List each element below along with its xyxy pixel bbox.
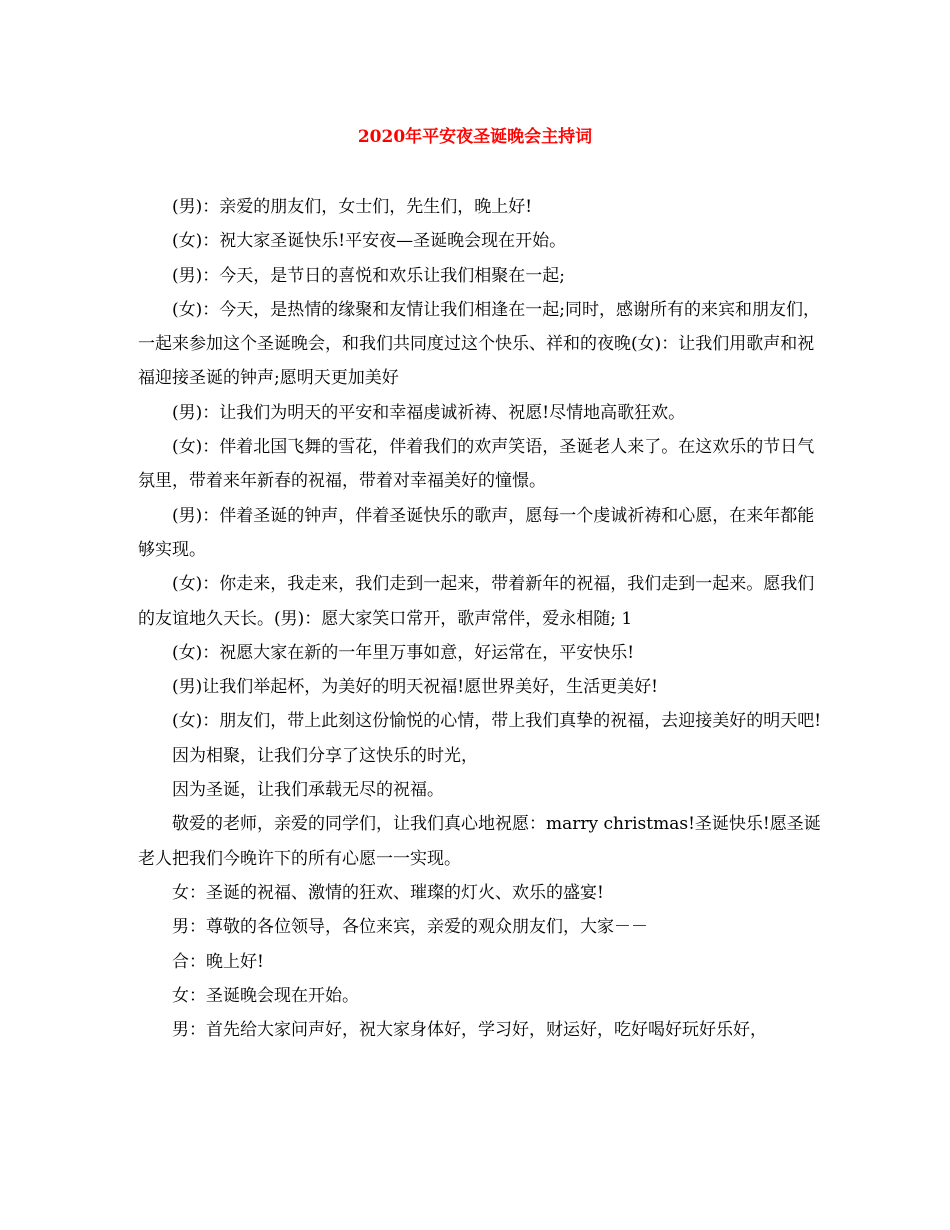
- document-body: [138, 190, 828, 1047]
- paragraph: 因为相聚，让我们分享了这快乐的时光，: [172, 745, 478, 766]
- paragraph: (女)：今天，是热情的缘聚和友情让我们相逢在一起;同时，感谢所有的来宾和朋友们，一起来参加这个圣诞晚会，和我们共同度过这个快乐、祥和的夜晚(女)：让我们用歌声和祝福迎接圣诞的钟声;愿明天更加美好: [138, 299, 820, 389]
- paragraph: 男：首先给大家问声好，祝大家身体好，学习好，财运好，吃好喝好玩好乐好，: [172, 1020, 767, 1041]
- paragraph: (女)：伴着北国飞舞的雪花，伴着我们的欢声笑语，圣诞老人来了。在这欢乐的节日气氛里，带着来年新春的祝福，带着对幸福美好的憧憬。: [138, 437, 815, 492]
- paragraph: 敬爱的老师，亲爱的同学们，让我们真心地祝愿：marry christmas!圣诞快乐!愿圣诞老人把我们今晚许下的所有心愿一一实现。: [138, 814, 821, 869]
- paragraph: (女)：祝愿大家在新的一年里万事如意，好运常在，平安快乐!: [172, 642, 635, 663]
- paragraph: (女)：朋友们，带上此刻这份愉悦的心情，带上我们真挚的祝福，去迎接美好的明天吧!: [172, 711, 822, 732]
- document-title: 2020年平安夜圣诞晚会主持词: [357, 127, 593, 147]
- paragraph: 因为圣诞，让我们承载无尽的祝福。: [172, 780, 444, 801]
- paragraph: 女：圣诞的祝福、激情的狂欢、璀璨的灯火、欢乐的盛宴!: [172, 882, 604, 903]
- paragraph: 男：尊敬的各位领导，各位来宾，亲爱的观众朋友们，大家－－: [172, 917, 648, 938]
- paragraph: (男)让我们举起杯，为美好的明天祝福!愿世界美好，生活更美好!: [172, 677, 658, 698]
- paragraph: (男)：伴着圣诞的钟声，伴着圣诞快乐的歌声，愿每一个虔诚祈祷和心愿，在来年都能够实现。: [138, 505, 815, 560]
- paragraph: (女)：你走来，我走来，我们走到一起来，带着新年的祝福，我们走到一起来。愿我们的友谊地久天长。(男)：愿大家笑口常开，歌声常伴，爱永相随; 1: [138, 574, 815, 629]
- paragraph: 合：晚上好!: [172, 951, 264, 972]
- paragraph: (男)：今天，是节日的喜悦和欢乐让我们相聚在一起;: [172, 265, 565, 286]
- paragraph: (女)：祝大家圣诞快乐!平安夜—圣诞晚会现在开始。: [172, 231, 567, 252]
- paragraph: (男)：让我们为明天的平安和幸福虔诚祈祷、祝愿!尽情地高歌狂欢。: [172, 402, 686, 423]
- paragraph: (男)：亲爱的朋友们，女士们，先生们，晚上好!: [172, 197, 533, 217]
- paragraph: 女：圣诞晚会现在开始。: [172, 985, 359, 1006]
